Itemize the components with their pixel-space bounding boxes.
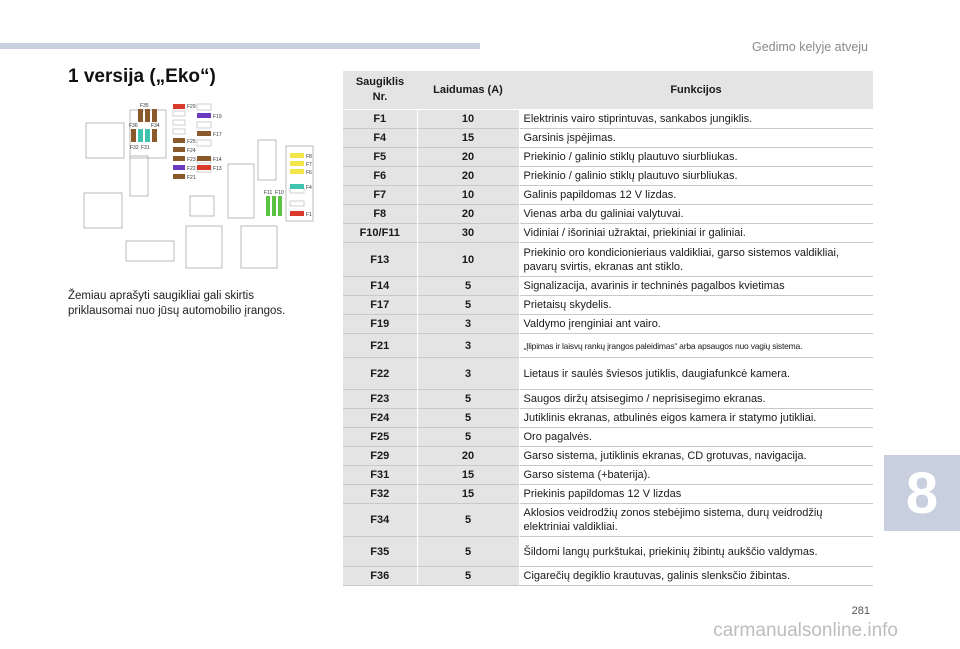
fuse-amperage: 5: [417, 567, 519, 586]
fuse-number: F34: [343, 504, 417, 537]
table-row: [343, 537, 873, 567]
fuse-number: F32: [343, 485, 417, 504]
table-row: [343, 167, 873, 186]
table-row: [343, 129, 873, 148]
fuse-function: Garso sistema (+baterija).: [519, 466, 873, 485]
fuse-amperage: 3: [417, 334, 519, 358]
label-f35: F35: [140, 103, 149, 109]
table-row: [343, 148, 873, 167]
fuse-amperage: 5: [417, 277, 519, 296]
table-row: [343, 205, 873, 224]
fuse-number: F23: [343, 390, 417, 409]
table-row: [343, 466, 873, 485]
table-row: [343, 315, 873, 334]
header-functions: Funkcijos: [519, 71, 873, 110]
fuse-box-diagram: [78, 98, 323, 273]
fuse-number: F19: [343, 315, 417, 334]
fuse-function: Priekinio oro kondicionieriaus valdikliai, garso sistemos valdikliai, pavarų svirtis, ekranas ant stiklo.: [519, 243, 873, 277]
fuse-amperage: 10: [417, 243, 519, 277]
header-amperage: Laidumas (A): [417, 71, 519, 110]
fuse-function: Signalizacija, avarinis ir techninės pagalbos kvietimas: [519, 277, 873, 296]
fuse-amperage: 30: [417, 224, 519, 243]
fuse-function: Cigarečių degiklio krautuvas, galinis slenksčio žibintas.: [519, 567, 873, 586]
fuse-amperage: 3: [417, 358, 519, 390]
fuse-number: F13: [343, 243, 417, 277]
fuse-number: F31: [343, 466, 417, 485]
fuse-amperage: 15: [417, 466, 519, 485]
label-f14: F14: [213, 157, 222, 163]
page-number: 281: [851, 605, 870, 617]
fuse-function: „Įlipimas ir laisvų rankų įrangos paleidimas“ arba apsaugos nuo vagių sistema.: [519, 334, 873, 358]
fuse-number: F1: [343, 110, 417, 129]
section-title: Gedimo kelyje atveju: [751, 40, 868, 54]
page-title: 1 versija („Eko“): [68, 66, 216, 87]
table-row: [343, 186, 873, 205]
fuse-function: Jutiklinis ekranas, atbulinės eigos kamera ir statymo jutikliai.: [519, 409, 873, 428]
fuse-number: F7: [343, 186, 417, 205]
table-row: [343, 428, 873, 447]
fuse-amperage: 5: [417, 409, 519, 428]
label-f6: F6: [306, 170, 312, 176]
label-f25: F25: [187, 139, 196, 145]
fuse-amperage: 5: [417, 504, 519, 537]
fuse-number: F10/F11: [343, 224, 417, 243]
fuse-amperage: 10: [417, 110, 519, 129]
fuse-amperage: 20: [417, 167, 519, 186]
fuse-function: Aklosios veidrodžių zonos stebėjimo sistema, durų veidrodžių elektriniai valdikliai.: [519, 504, 873, 537]
label-f8: F8: [306, 154, 312, 160]
fuse-number: F14: [343, 277, 417, 296]
label-f4: F4: [306, 185, 312, 191]
fuse-function: Oro pagalvės.: [519, 428, 873, 447]
fuse-number: F4: [343, 129, 417, 148]
fuse-amperage: 3: [417, 315, 519, 334]
fuse-number: F36: [343, 567, 417, 586]
label-f13: F13: [213, 166, 222, 172]
header-fuse-number: Saugiklis Nr.: [343, 71, 417, 110]
label-f22: F22: [187, 166, 196, 172]
table-row: [343, 296, 873, 315]
chapter-tab: 8: [884, 455, 960, 531]
table-row: [343, 110, 873, 129]
label-f29: F29: [187, 104, 196, 110]
fuse-amperage: 20: [417, 447, 519, 466]
fuse-number: F35: [343, 537, 417, 567]
watermark: carmanualsonline.info: [713, 620, 898, 641]
fuse-number: F25: [343, 428, 417, 447]
fuse-number: F29: [343, 447, 417, 466]
fuse-amperage: 5: [417, 428, 519, 447]
label-f21: F21: [187, 175, 196, 181]
fuse-amperage: 15: [417, 129, 519, 148]
label-f10: F10: [275, 190, 284, 196]
label-f34: F34: [151, 123, 160, 129]
table-row: [343, 485, 873, 504]
fuse-number: F24: [343, 409, 417, 428]
table-header-row: [343, 71, 873, 110]
fuse-function: Priekinis papildomas 12 V lizdas: [519, 485, 873, 504]
table-row: [343, 243, 873, 277]
label-f19: F19: [213, 114, 222, 120]
variation-note: Žemiau aprašyti saugikliai gali skirtis priklausomai nuo jūsų automobilio įrangos.: [68, 290, 286, 317]
label-f7: F7: [306, 162, 312, 168]
table-row: [343, 334, 873, 358]
fuse-amperage: 10: [417, 186, 519, 205]
label-f11: F11: [264, 190, 273, 196]
label-f36: F36: [129, 123, 138, 129]
fuse-function: Priekinio / galinio stiklų plautuvo siurbliukas.: [519, 167, 873, 186]
table-row: [343, 390, 873, 409]
fuse-amperage: 20: [417, 205, 519, 224]
table-row: [343, 224, 873, 243]
table-row: [343, 447, 873, 466]
fuse-function: Vienas arba du galiniai valytuvai.: [519, 205, 873, 224]
fuse-amperage: 20: [417, 148, 519, 167]
fuse-table: [343, 71, 873, 586]
fuse-function: Saugos diržų atsisegimo / neprisisegimo ekranas.: [519, 390, 873, 409]
fuse-function: Šildomi langų purkštukai, priekinių žibintų aukščio valdymas.: [519, 537, 873, 567]
fuse-function: Prietaisų skydelis.: [519, 296, 873, 315]
table-row: [343, 409, 873, 428]
label-f24: F24: [187, 148, 196, 154]
header-bar: [0, 43, 480, 49]
fuse-amperage: 15: [417, 485, 519, 504]
fuse-number: F17: [343, 296, 417, 315]
label-f17: F17: [213, 132, 222, 138]
label-f32: F32: [130, 145, 139, 151]
fuse-function: Vidiniai / išoriniai užraktai, priekiniai ir galiniai.: [519, 224, 873, 243]
table-row: [343, 567, 873, 586]
fuse-amperage: 5: [417, 537, 519, 567]
table-row: [343, 504, 873, 537]
table-row: [343, 277, 873, 296]
fuse-function: Lietaus ir saulės šviesos jutiklis, daugiafunkcė kamera.: [519, 358, 873, 390]
fuse-amperage: 5: [417, 390, 519, 409]
fuse-function: Galinis papildomas 12 V lizdas.: [519, 186, 873, 205]
fuse-function: Priekinio / galinio stiklų plautuvo siurbliukas.: [519, 148, 873, 167]
fuse-function: Elektrinis vairo stiprintuvas, sankabos jungiklis.: [519, 110, 873, 129]
label-f1: F1: [306, 212, 312, 218]
label-f23: F23: [187, 157, 196, 163]
fuse-function: Garso sistema, jutiklinis ekranas, CD grotuvas, navigacija.: [519, 447, 873, 466]
fuse-number: F8: [343, 205, 417, 224]
table-row: [343, 358, 873, 390]
fuse-function: Valdymo įrenginiai ant vairo.: [519, 315, 873, 334]
fuse-number: F5: [343, 148, 417, 167]
fuse-number: F22: [343, 358, 417, 390]
fuse-number: F21: [343, 334, 417, 358]
fuse-number: F6: [343, 167, 417, 186]
label-f31: F31: [141, 145, 150, 151]
fuse-amperage: 5: [417, 296, 519, 315]
fuse-function: Garsinis įspėjimas.: [519, 129, 873, 148]
